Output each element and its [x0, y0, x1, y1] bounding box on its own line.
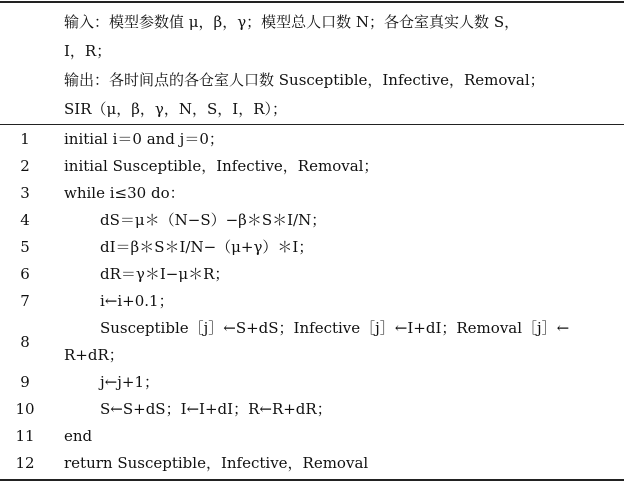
line-number: 3 — [20, 184, 30, 202]
output-line-2: SIR（μ，β，γ，N，S，I，R）； — [64, 100, 288, 118]
line-number: 6 — [20, 265, 30, 283]
input-line-1: 输入：模型参数值 μ，β，γ；模型总人口数 N；各仓室真实人数 S， — [64, 13, 520, 31]
code-text: return Susceptible，Infective，Removal — [64, 454, 369, 472]
code-text: initial i＝0 and j＝0； — [64, 130, 224, 148]
line-number: 8 — [20, 333, 30, 351]
input-line-2: I，R； — [64, 42, 112, 60]
line-number: 4 — [20, 211, 30, 229]
code-text: end — [64, 427, 93, 445]
top-rule — [0, 1, 624, 3]
code-text: dI＝β＊S＊I/N−（μ+γ）＊I； — [100, 238, 314, 256]
output-line-1: 输出：各时间点的各仓室人口数 Susceptible，Infective，Removal； — [64, 71, 545, 89]
line-number: 10 — [15, 400, 35, 418]
line-number: 7 — [20, 292, 30, 310]
algorithm-header — [64, 8, 616, 124]
line-number: 9 — [20, 373, 30, 391]
header-rule — [0, 124, 624, 125]
line-number: 12 — [15, 454, 35, 472]
line-number: 11 — [15, 427, 35, 445]
line-number: 5 — [20, 238, 30, 256]
code-text: j←j+1； — [100, 373, 159, 391]
code-text: dR＝γ＊I−μ＊R； — [100, 265, 230, 283]
bottom-rule — [0, 479, 624, 481]
code-text: Susceptible［j］←S+dS；Infective［j］←I+dI；Removal［j］← — [100, 319, 570, 337]
code-text: while i≤30 do： — [64, 184, 185, 202]
code-text: initial Susceptible，Infective，Removal； — [64, 157, 379, 175]
line-number: 2 — [20, 157, 30, 175]
line-number: 1 — [20, 130, 30, 148]
code-text: i←i+0.1； — [100, 292, 174, 310]
code-text: dS＝μ＊（N−S）−β＊S＊I/N； — [100, 211, 327, 229]
code-text: S←S+dS；I←I+dI；R←R+dR； — [100, 400, 332, 418]
code-text-continuation: R+dR； — [64, 346, 124, 364]
